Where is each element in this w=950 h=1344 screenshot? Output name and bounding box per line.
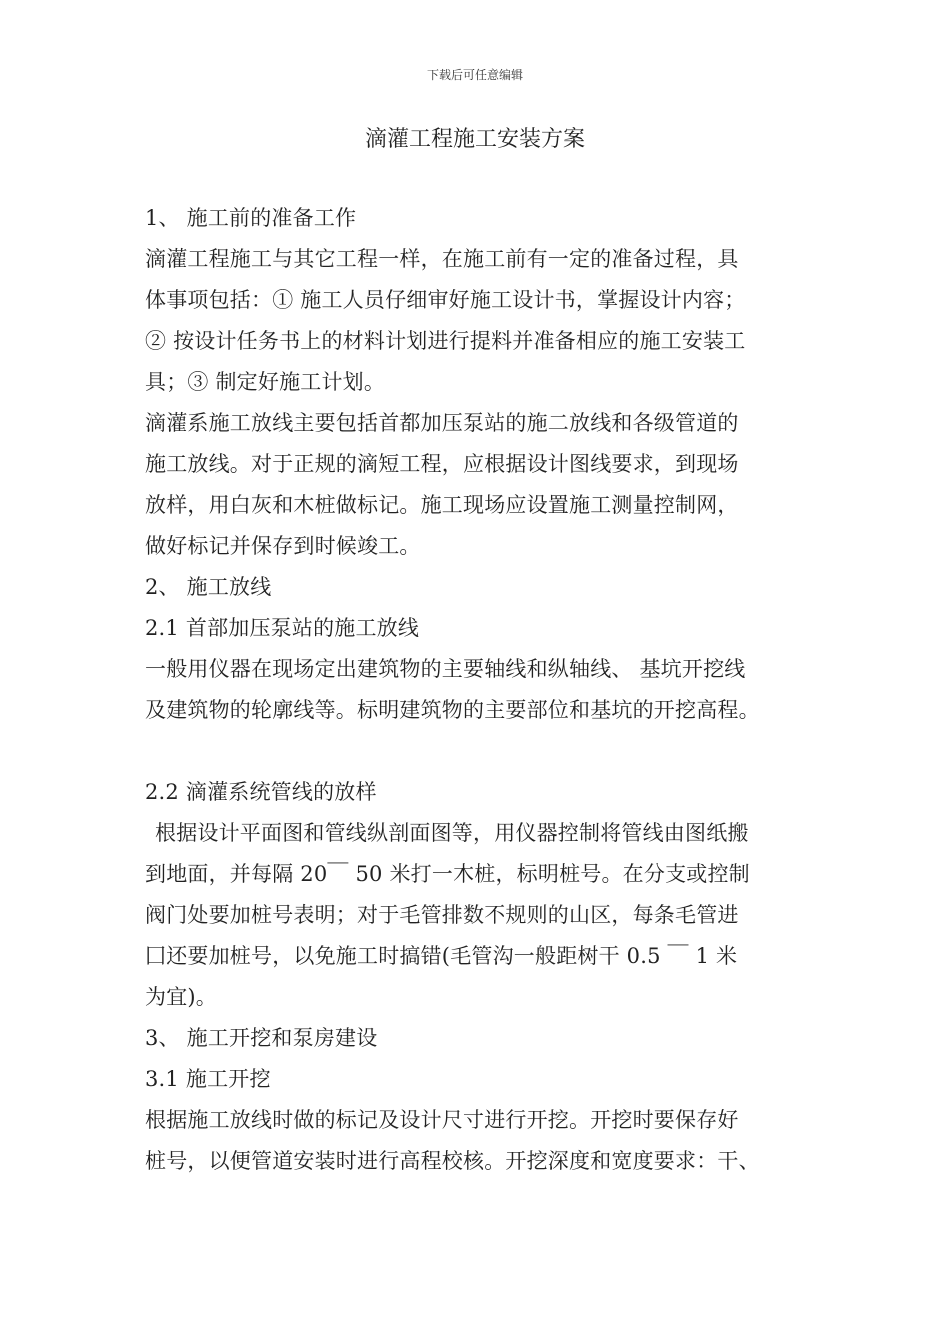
document-body (145, 198, 835, 1182)
paragraph-line: 滴灌系施工放线主要包括首都加压泵站的施二放线和各级管道的 (145, 411, 739, 435)
section-heading-2: 2、 施工放线 (145, 575, 272, 599)
subsection-heading-2-2: 2.2 滴灌系统管线的放样 (145, 780, 377, 804)
paragraph-line: 施工放线。对于正规的滴短工程，应根据设计图线要求，到现场 (145, 452, 739, 476)
paragraph-line: 根据设计平面图和管线纵剖面图等，用仪器控制将管线由图纸搬 (155, 821, 749, 845)
paragraph-line: 为宜)。 (145, 985, 217, 1009)
section-heading-1: 1、 施工前的准备工作 (145, 206, 357, 230)
paragraph-line: 放样，用白灰和木桩做标记。施工现场应设置施工测量控制网， (145, 493, 739, 517)
paragraph-line: 一般用仪器在现场定出建筑物的主要轴线和纵轴线、 基坑开挖线 (145, 657, 746, 681)
paragraph-line: ② 按设计任务书上的材料计划进行提料并准备相应的施工安装工 (145, 329, 746, 353)
section-heading-3: 3、 施工开挖和泵房建设 (145, 1026, 378, 1050)
header-note: 下载后可任意编辑 (426, 68, 523, 82)
paragraph-line: 到地面，并每隔 20￣ 50 米打一木桩，标明桩号。在分支或控制 (145, 862, 750, 886)
subsection-heading-2-1: 2.1 首部加压泵站的施工放线 (145, 616, 420, 640)
paragraph-line: 做好标记并保存到时候竣工。 (145, 534, 421, 558)
paragraph-line: 囗还要加桩号，以免施工时搞错(毛管沟一般距树干 0.5 ￣ 1 米 (145, 944, 738, 968)
paragraph-line: 根据施工放线时做的标记及设计尺寸进行开挖。开挖时要保存好 (145, 1108, 739, 1132)
paragraph-line: 阀门处要加桩号表明；对于毛管排数不规则的山区，每条毛管进 (145, 903, 739, 927)
document-title: 滴灌工程施工安装方案 (364, 127, 585, 152)
paragraph-line: 滴灌工程施工与其它工程一样，在施工前有一定的准备过程，具 (145, 247, 739, 271)
blank-line (145, 731, 835, 772)
subsection-heading-3-1: 3.1 施工开挖 (145, 1067, 271, 1091)
paragraph-line: 具；③ 制定好施工计划。 (145, 370, 386, 394)
paragraph-line: 及建筑物的轮廓线等。标明建筑物的主要部位和基坑的开挖高程。 (145, 698, 760, 722)
paragraph-line: 体事项包括：① 施工人员仔细审好施工设计书，掌握设计内容； (145, 288, 746, 312)
paragraph-line: 桩号，以便管道安装时进行高程校核。开挖深度和宽度要求：干、 (145, 1149, 760, 1173)
